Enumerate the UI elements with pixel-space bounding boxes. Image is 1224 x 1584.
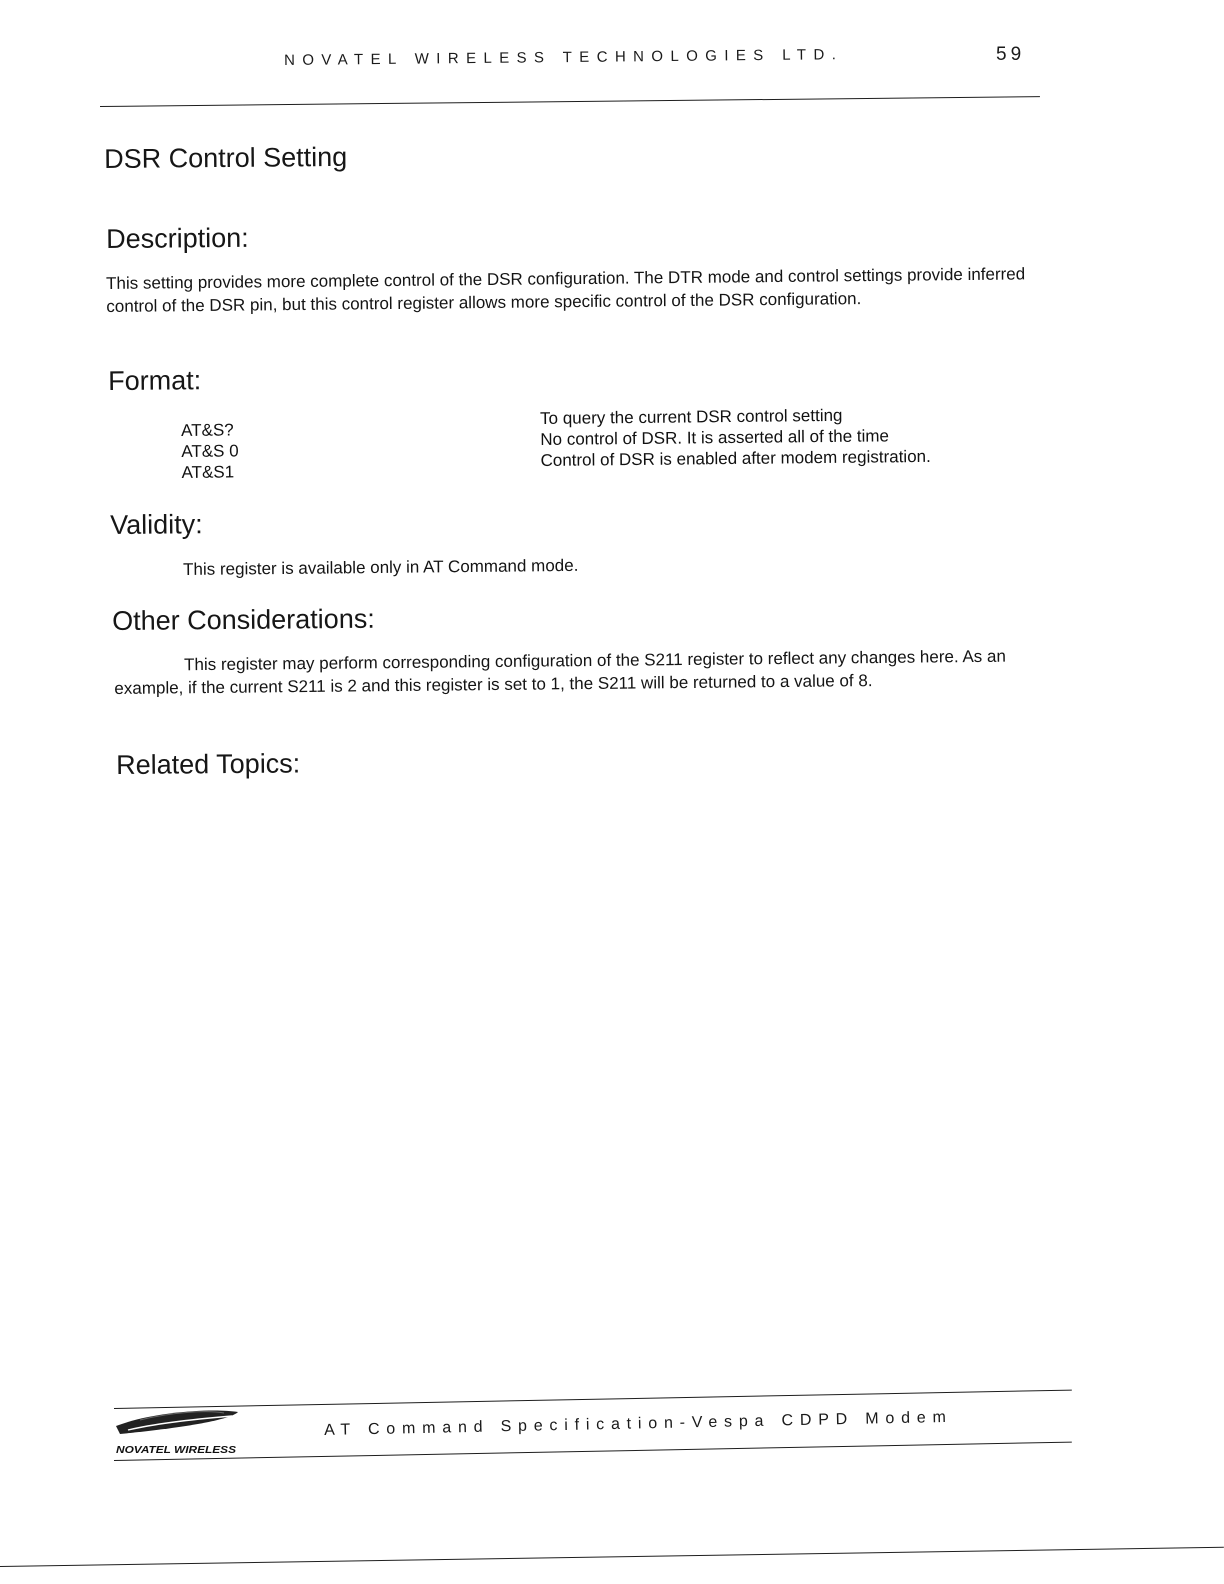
format-heading: Format: — [108, 365, 202, 396]
related-topics-heading: Related Topics: — [116, 748, 301, 780]
description-heading: Description: — [106, 222, 249, 254]
validity-text: This register is available only in AT Command mode. — [183, 555, 579, 579]
logo-text: NOVATEL WIRELESS — [116, 1445, 237, 1456]
format-meaning-s0: No control of DSR. It is asserted all of the time — [540, 426, 890, 449]
format-meaning-s1: Control of DSR is enabled after modem registration. — [540, 446, 931, 470]
other-considerations-text — [114, 644, 1048, 700]
validity-heading: Validity: — [110, 509, 203, 540]
footer-document-title: AT Command Specification-Vespa CDPD Modem — [324, 1408, 953, 1439]
page-title: DSR Control Setting — [104, 141, 348, 174]
other-considerations-heading: Other Considerations: — [112, 603, 375, 636]
format-meanings — [540, 404, 931, 471]
format-command-s1: AT&S1 — [181, 462, 235, 482]
header-rule — [100, 96, 1040, 107]
format-command-query: AT&S? — [181, 420, 234, 440]
format-command-s0: AT&S 0 — [181, 441, 239, 461]
format-meaning-query: To query the current DSR control setting — [540, 405, 843, 428]
scan-edge-line — [0, 1547, 1224, 1567]
header-company-name: NOVATEL WIRELESS TECHNOLOGIES LTD. — [284, 46, 844, 69]
description-text: This setting provides more complete control of the DSR configuration. The DTR mode and control settings provide inferred control of the DSR pin, but this control register allows more specific control of the DSR configuration. — [106, 264, 1026, 316]
footer-rule-bottom — [114, 1442, 1072, 1461]
footer-rule-top — [114, 1390, 1072, 1409]
page-number: 59 — [996, 44, 1026, 65]
other-considerations-body: This register may perform corresponding configuration of the S211 register to reflect any changes here. As an example, if the current S211 is 2 and this register is set to 1, the S211 will be returned to a value of 8. — [114, 646, 1006, 698]
novatel-logo-icon — [112, 1404, 252, 1460]
format-commands — [181, 419, 239, 483]
